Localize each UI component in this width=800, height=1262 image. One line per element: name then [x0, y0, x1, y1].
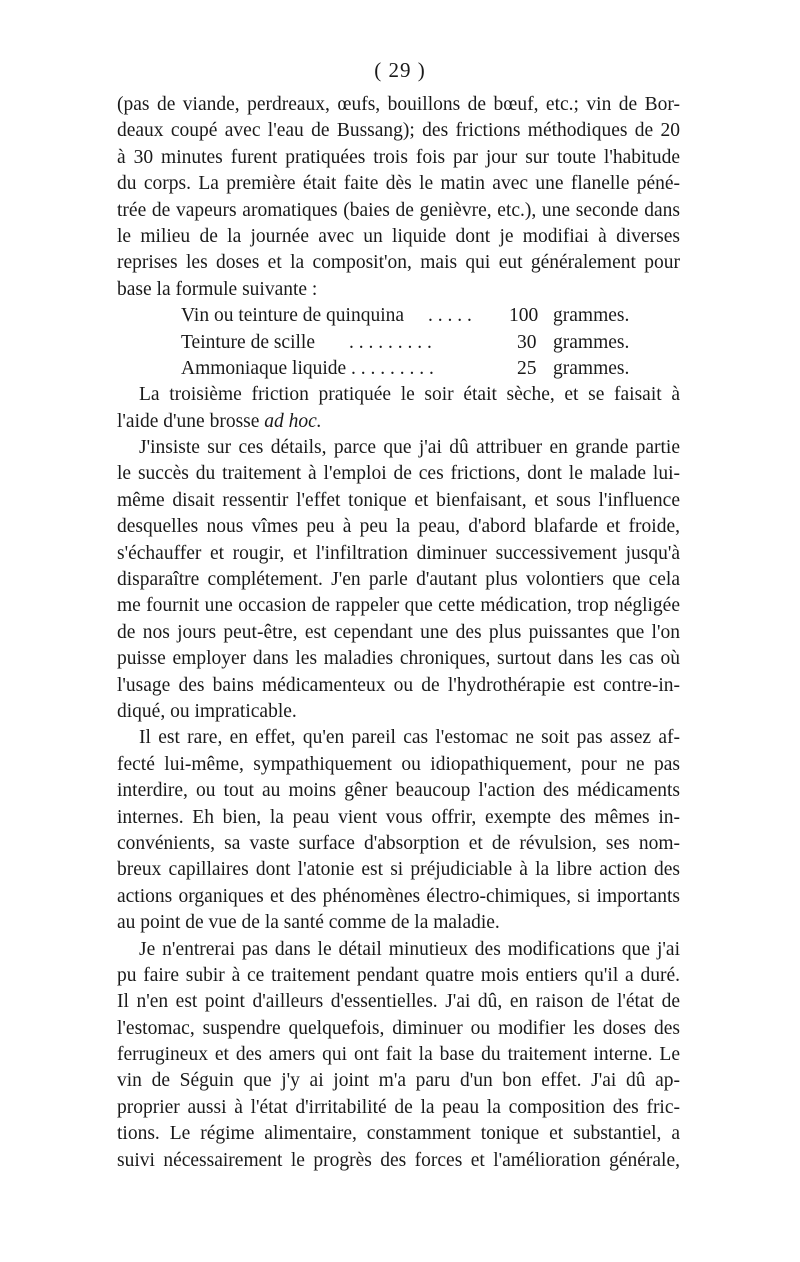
- text-line: proprier aussi à l'état d'irritabilité de la peau la composition des fric-: [117, 1096, 680, 1118]
- text-line: vin de Séguin que j'y ai joint m'a paru d'un bon effet. J'ai dû ap-: [117, 1070, 680, 1092]
- leader-dots: . . . . . . . . .: [351, 357, 434, 379]
- ingredient-quantity: 25: [517, 357, 537, 379]
- leader-dots: . . . . . . . . .: [349, 331, 432, 353]
- text-line: convénients, sa vaste surface d'absorption et de révulsion, ses nom-: [117, 832, 680, 854]
- text-line: puisse employer dans les maladies chroniques, surtout dans les cas où: [117, 648, 680, 670]
- paragraph: [117, 435, 680, 725]
- text-line: La troisième friction pratiquée le soir était sèche, et se faisait à: [139, 384, 680, 406]
- body-text: [117, 92, 680, 1174]
- paragraph: [117, 725, 680, 936]
- text-line: Je n'entrerai pas dans le détail minutieux des modifications que j'ai: [139, 938, 680, 960]
- text-line: [117, 409, 680, 435]
- text-line: disparaître complétement. J'en parle d'autant plus volontiers que cela: [117, 569, 680, 591]
- text-line: au point de vue de la santé comme de la maladie.: [117, 912, 500, 934]
- text-line: internes. Eh bien, la peau vient vous offrir, exempte des mêmes in-: [117, 806, 680, 828]
- text-line: même disait ressentir l'effet tonique et bienfaisant, et sous l'influence: [117, 489, 680, 511]
- text-line: l'estomac, suspendre quelquefois, diminuer ou modifier les doses des: [117, 1017, 680, 1039]
- text-line: breux capillaires dont l'atonie est si préjudiciable à la libre action des: [117, 859, 680, 881]
- text-line: du corps. La première était faite dès le matin avec une flanelle péné-: [117, 173, 680, 195]
- text-line: ferrugineux et des amers qui ont fait la base du traitement interne. Le: [117, 1044, 680, 1066]
- page-number: ( 29 ): [374, 58, 426, 82]
- formula-row: [117, 303, 680, 329]
- paragraph: [117, 937, 680, 1175]
- text-line: trée de vapeurs aromatiques (baies de genièvre, etc.), une seconde dans: [117, 199, 680, 221]
- text-line: de nos jours peut-être, est cependant une des plus puissantes que l'on: [117, 621, 680, 643]
- text-line: (pas de viande, perdreaux, œufs, bouillons de bœuf, etc.; vin de Bor-: [117, 94, 680, 115]
- ingredient-name: Vin ou teinture de quinquina: [181, 305, 405, 327]
- text-line: desquelles nous vîmes peu à peu la peau, d'abord blafarde et froide,: [117, 516, 680, 538]
- text-span: l'aide d'une brosse: [117, 410, 265, 432]
- text-line: suivi nécessairement le progrès des forces et l'amélioration générale,: [117, 1149, 680, 1171]
- ingredient-unit: grammes.: [553, 357, 630, 379]
- ingredient-unit: grammes.: [553, 305, 630, 327]
- text-line: reprises les doses et la composit'on, mais qui eut généralement pour: [117, 252, 680, 274]
- text-line: diqué, ou impraticable.: [117, 700, 297, 722]
- text-line: à 30 minutes furent pratiquées trois fois par jour sur toute l'habitude: [117, 146, 680, 168]
- paragraph: [117, 92, 680, 303]
- text-line: l'usage des bains médicamenteux ou de l'hydrothérapie est contre-in-: [117, 674, 680, 696]
- ingredient-unit: grammes.: [553, 331, 630, 353]
- ingredient-name: Teinture de scille: [181, 331, 315, 353]
- formula-row: [117, 330, 680, 356]
- text-line: s'échauffer et rougir, et l'infiltration diminuer successivement jusqu'à: [117, 542, 680, 564]
- text-line: base la formule suivante :: [117, 278, 318, 300]
- text-line: Il est rare, en effet, qu'en pareil cas l'estomac ne soit pas assez af-: [139, 727, 680, 749]
- paragraph: [117, 382, 680, 435]
- formula-row: [117, 356, 680, 382]
- text-line: me fournit une occasion de rappeler que cette médication, trop négligée: [117, 595, 680, 617]
- italic-term: ad hoc.: [264, 410, 322, 432]
- text-line: tions. Le régime alimentaire, constamment tonique et substantiel, a: [117, 1123, 680, 1145]
- ingredient-name: Ammoniaque liquide: [181, 357, 347, 379]
- text-line: interdire, ou tout au moins gêner beaucoup l'action des médicaments: [117, 780, 680, 802]
- text-line: actions organiques et des phénomènes électro-chimiques, si importants: [117, 885, 680, 907]
- text-line: le succès du traitement à l'emploi de ces frictions, dont le malade lui-: [117, 463, 680, 485]
- text-line: deaux coupé avec l'eau de Bussang); des frictions méthodiques de 20: [117, 120, 680, 142]
- text-line: pu faire subir à ce traitement pendant quatre mois entiers qu'il a duré.: [117, 964, 680, 986]
- ingredient-quantity: 30: [517, 331, 537, 353]
- text-line: Il n'en est point d'ailleurs d'essentielles. J'ai dû, en raison de l'état de: [117, 991, 680, 1013]
- ingredient-quantity: 100: [509, 305, 539, 327]
- text-line: fecté lui-même, sympathiquement ou idiopathiquement, pour ne pas: [117, 753, 680, 775]
- text-line: J'insiste sur ces détails, parce que j'ai dû attribuer en grande partie: [139, 437, 680, 459]
- formula-table: [117, 303, 680, 382]
- leader-dots: . . . . .: [428, 305, 472, 327]
- text-line: le milieu de la journée avec un liquide dont je modifiai à diverses: [117, 225, 680, 247]
